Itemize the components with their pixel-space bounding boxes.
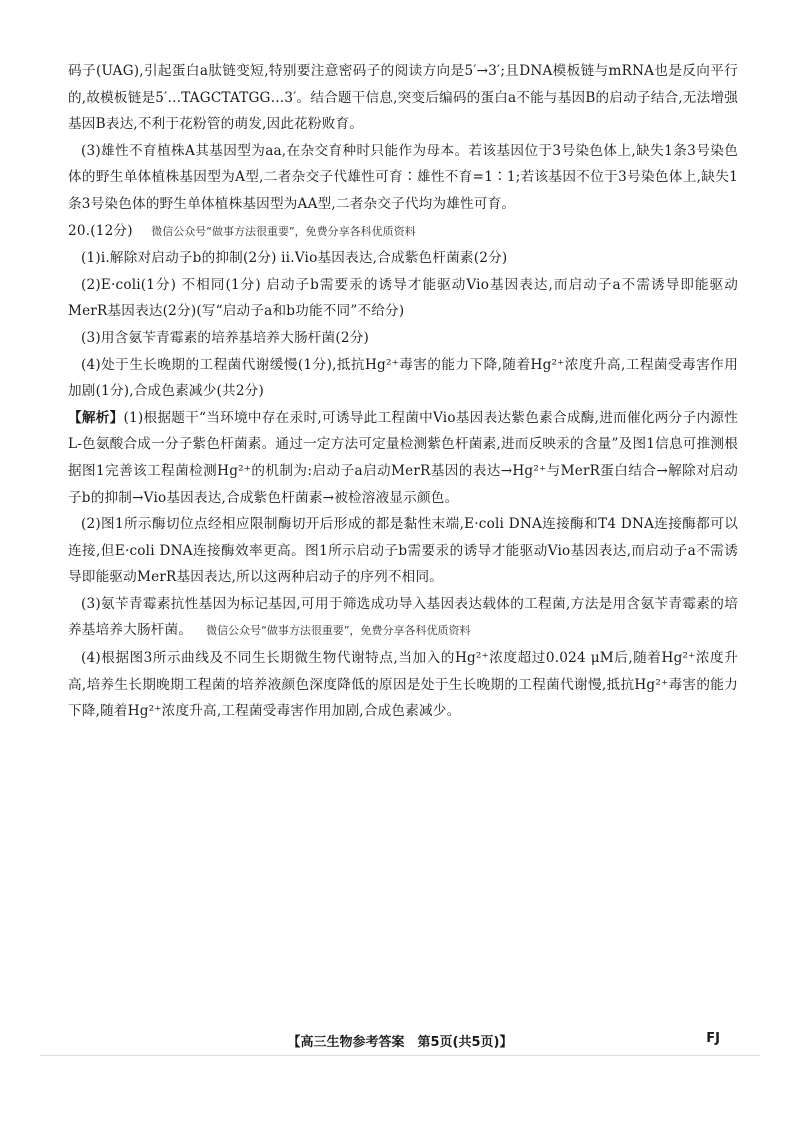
paragraph-continuation: 码子(UAG),引起蛋白a肽链变短,特别要注意密码子的阅读方向是5′→3′;且DNA模板链与mRNA也是反向平行的,故模板链是5′…TAGCTATGG…3′。结合题干信息,突变后编码的蛋白a不能与基因B的启动子结合,无法增强基因B表达,不利于花粉管的萌发,因此花粉败育。	[68, 63, 738, 133]
answer-3: (3)用含氨苄青霉素的培养基培养大肠杆菌(2分)	[81, 329, 369, 346]
watermark-text-2: 微信公众号“做事方法很重要”，免费分享各科优质资料	[206, 624, 471, 638]
footer-title: 【高三生物参考答案 第5页(共5页)】	[287, 1035, 513, 1050]
question-number: 20.(12分)	[68, 222, 133, 239]
footer-divider	[40, 1055, 760, 1056]
watermark-text: 微信公众号“做事方法很重要”，免费分享各科优质资料	[151, 224, 416, 238]
question-20-header	[68, 218, 738, 246]
analysis-1	[68, 405, 738, 511]
analysis-2: (2)图1所示酶切位点经相应限制酶切开后形成的都是黏性末端,E·coli DNA连接酶和T4 DNA连接酶都可以连接,但E·coli DNA连接酶效率更高。图1所示启动子b需要汞的诱导才能驱动Vio基因表达,而启动子a不需诱导即能驱动MerR基因表达,所以这两种启动子的序列不相同。	[68, 516, 738, 586]
analysis-4: (4)根据图3所示曲线及不同生长期微生物代谢特点,当加入的Hg²⁺浓度超过0.024 μM后,随着Hg²⁺浓度升高,培养生长期晚期工程菌的培养液颜色深度降低的原因是处于生长晚期的工程菌代谢慢,抵抗Hg²⁺毒害的能力下降,随着Hg²⁺浓度升高,工程菌受毒害作用加剧,合成色素减少。	[68, 650, 738, 720]
page-footer	[0, 1015, 800, 1055]
analysis-3	[68, 591, 738, 645]
analysis-1-text: (1)根据题干“当环境中存在汞时,可诱导此工程菌中Vio基因表达紫色素合成酶,进而催化两分子内源性L-色氨酸合成一分子紫色杆菌素。通过一定方法可定量检测紫色杆菌素,进而反映汞的含量”及图1信息可推测根据图1完善该工程菌检测Hg²⁺的机制为:启动子a启动MerR基因的表达→Hg²⁺与MerR蛋白结合→解除对启动子b的抑制→Vio基因表达,合成紫色杆菌素→被检溶液显示颜色。	[68, 409, 738, 506]
footer-code: FJ	[706, 1031, 720, 1046]
page-content	[68, 58, 738, 725]
paragraph-q19-part3: (3)雄性不育植株A其基因型为aa,在杂交育种时只能作为母本。若该基因位于3号染色体上,缺失1条3号染色体的野生单体植株基因型为A型,二者杂交子代雄性可育∶雄性不育=1∶1;若该基因不位于3号染色体上,缺失1条3号染色体的野生单体植株基因型为AA型,二者杂交子代均为雄性可育。	[68, 142, 738, 212]
analysis-3-text: (3)氨苄青霉素抗性基因为标记基因,可用于筛选成功导入基因表达载体的工程菌,方法是用含氨苄青霉素的培养基培养大肠杆菌。	[68, 595, 738, 639]
answer-2: (2)E·coli(1分) 不相同(1分) 启动子b需要汞的诱导才能驱动Vio基因表达,而启动子a不需诱导即能驱动MerR基因表达(2分)(写“启动子a和b功能不同”不给分)	[68, 276, 738, 320]
analysis-label: 【解析】	[68, 409, 124, 426]
answer-1: (1)i.解除对启动子b的抑制(2分) ii.Vio基因表达,合成紫色杆菌素(2分)	[81, 250, 508, 267]
answer-4: (4)处于生长晚期的工程菌代谢缓慢(1分),抵抗Hg²⁺毒害的能力下降,随着Hg²⁺浓度升高,工程菌受毒害作用加剧(1分),合成色素减少(共2分)	[68, 356, 738, 400]
